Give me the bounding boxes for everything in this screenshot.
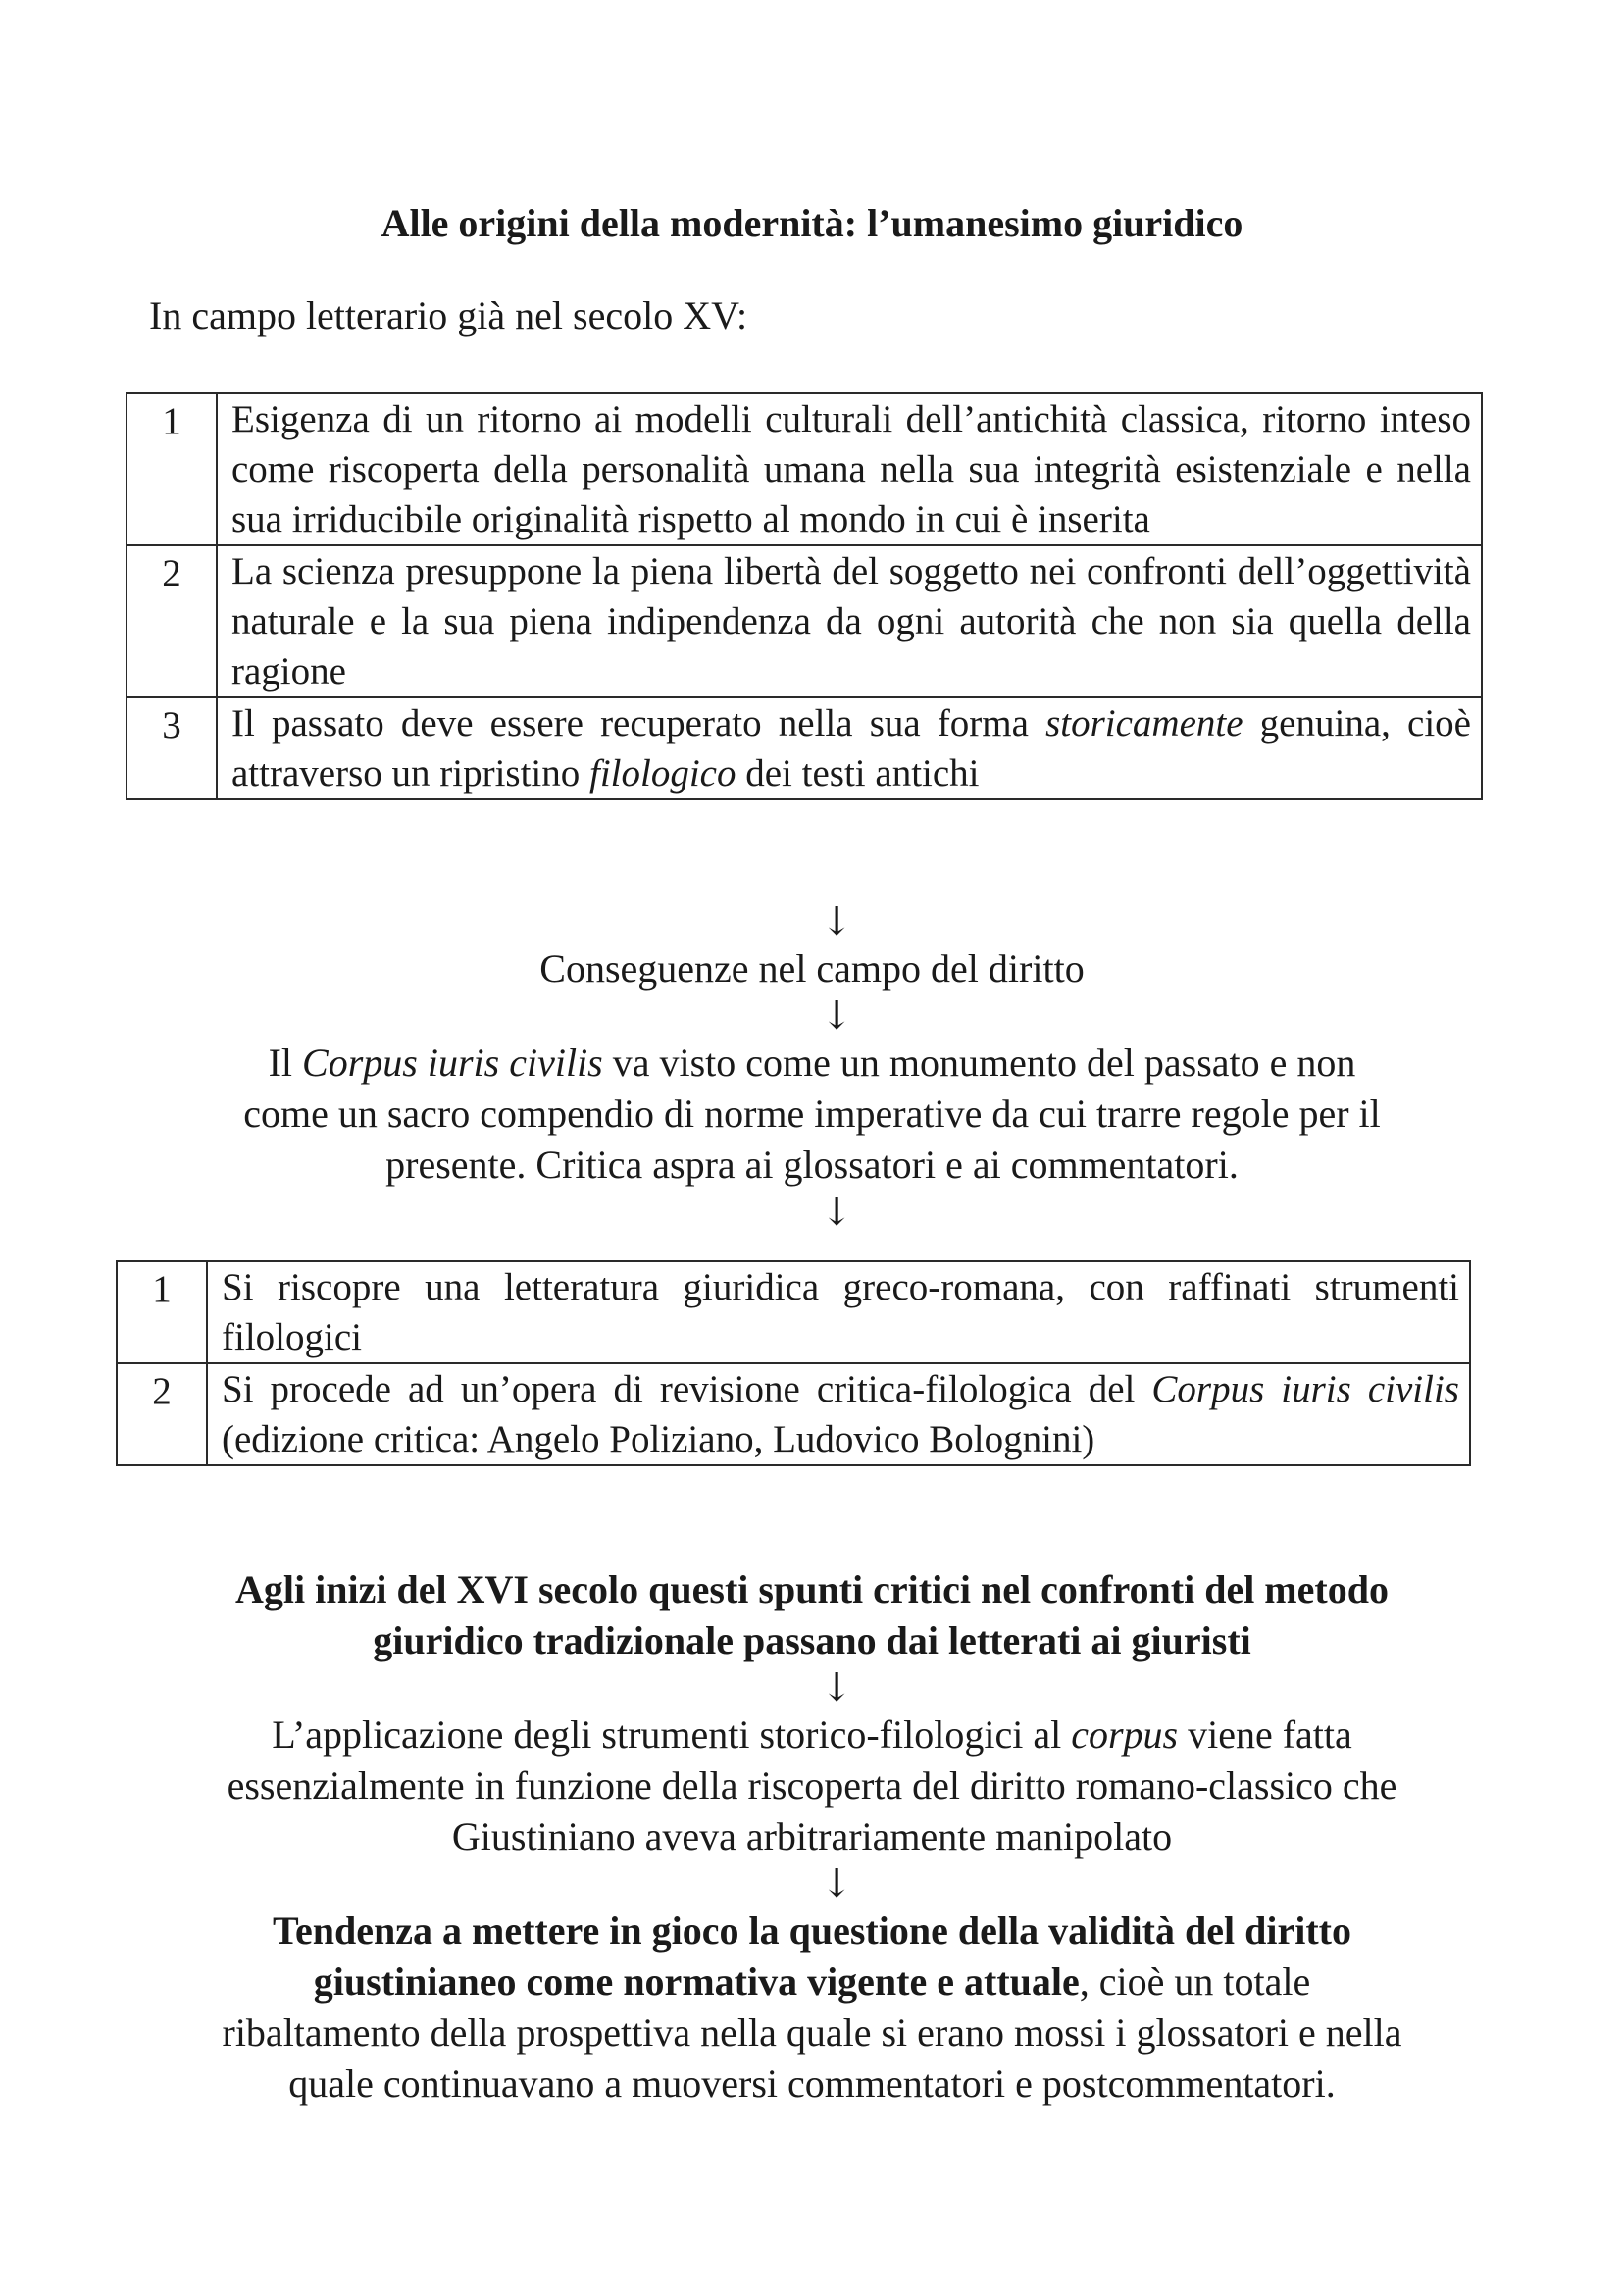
humanism-points-table [126, 392, 1483, 800]
sixteenth-century-block [0, 1564, 1624, 2110]
intro-text: In campo letterario già nel secolo XV: [149, 293, 748, 337]
down-arrow-icon: ↓ [820, 994, 853, 1039]
tendency-line: giustinianeo come normativa vigente e attuale, cioè un totale [313, 1960, 1311, 2004]
row-number: 2 [127, 545, 217, 697]
tendency-line: quale continuavano a muoversi commentatori e postcommentatori. [288, 2062, 1336, 2106]
table-row [117, 1261, 1470, 1363]
corpus-paragraph-line: presente. Critica aspra ai glossatori e ai commentatori. [385, 1143, 1239, 1187]
tendency-line: Tendenza a mettere in gioco la questione della validità del diritto [273, 1909, 1351, 1953]
consequences-heading: Conseguenze nel campo del diritto [539, 946, 1085, 991]
down-arrow-icon: ↓ [820, 899, 853, 944]
row-text: Si procede ad un’opera di revisione critica-filologica del Corpus iuris civilis (edizione critica: Angelo Poliziano, Ludovico Bolognini) [207, 1363, 1470, 1465]
application-line: L’applicazione degli strumenti storico-filologici al corpus viene fatta [272, 1712, 1352, 1757]
section-heading-line: giuridico tradizionale passano dai letterati ai giuristi [373, 1618, 1251, 1662]
table-row [117, 1363, 1470, 1465]
tendency-line: ribaltamento della prospettiva nella quale si erano mossi i glossatori e nella [222, 2011, 1402, 2055]
down-arrow-icon: ↓ [820, 1861, 853, 1907]
table-row [127, 545, 1482, 697]
row-text: Si riscopre una letteratura giuridica greco-romana, con raffinati strumenti filologici [207, 1261, 1470, 1363]
down-arrow-icon: ↓ [820, 1665, 853, 1710]
row-number: 1 [117, 1261, 207, 1363]
row-number: 1 [127, 393, 217, 545]
row-text: La scienza presuppone la piena libertà del soggetto nei confronti dell’oggettività naturale e la sua piena indipendenza da ogni autorità che non sia quella della ragione [217, 545, 1482, 697]
application-line: essenzialmente in funzione della riscoperta del diritto romano-classico che [227, 1763, 1397, 1808]
row-number: 3 [127, 697, 217, 799]
row-text: Esigenza di un ritorno ai modelli culturali dell’antichità classica, ritorno inteso come riscoperta della personalità umana nella sua integrità esistenziale e nella sua irriducibile originalità rispetto al mondo in cui è inserita [217, 393, 1482, 545]
page-title: Alle origini della modernità: l’umanesimo giuridico [381, 201, 1243, 245]
row-text: Il passato deve essere recuperato nella sua forma storicamente genuina, cioè attraverso un ripristino filologico dei testi antichi [217, 697, 1482, 799]
corpus-paragraph-line: Il Corpus iuris civilis va visto come un monumento del passato e non [268, 1041, 1356, 1085]
section-heading-line: Agli inizi del XVI secolo questi spunti critici nel confronti del metodo [235, 1567, 1389, 1611]
table-row [127, 393, 1482, 545]
application-line: Giustiniano aveva arbitrariamente manipolato [451, 1814, 1173, 1859]
row-number: 2 [117, 1363, 207, 1465]
corpus-paragraph-line: come un sacro compendio di norme imperative da cui trarre regole per il [243, 1092, 1381, 1136]
down-arrow-icon: ↓ [820, 1190, 853, 1235]
table-row [127, 697, 1482, 799]
juridical-consequences-table [116, 1260, 1471, 1466]
consequences-block [0, 900, 1624, 1234]
